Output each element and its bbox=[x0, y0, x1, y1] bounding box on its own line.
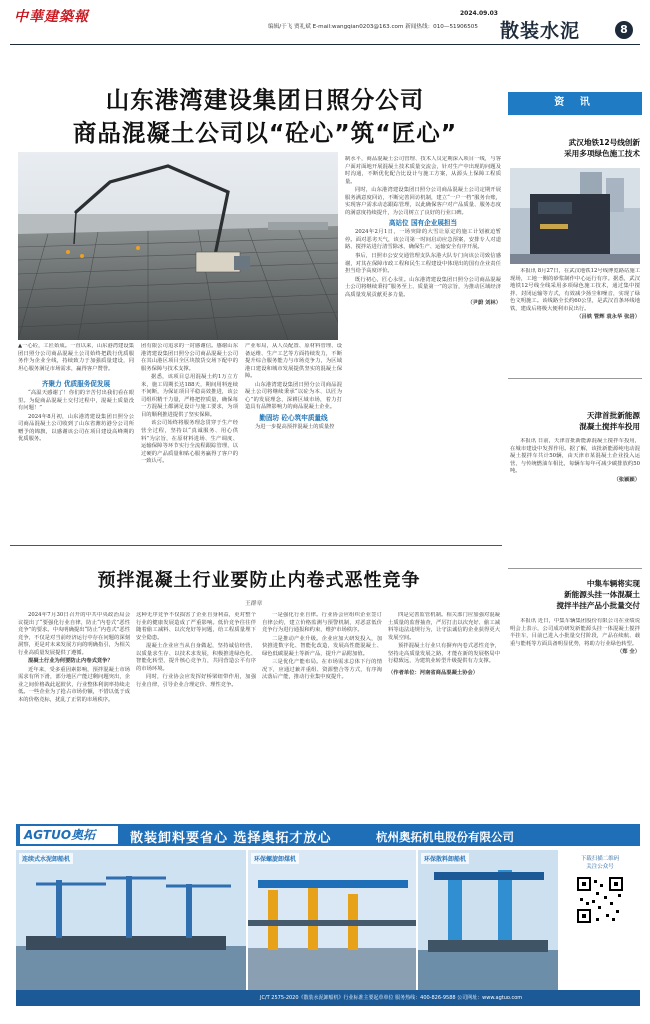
sidebar-headline-line: 武汉地铁12号线创新 bbox=[568, 138, 640, 147]
second-col2 bbox=[136, 612, 256, 816]
lead-col1-para: “高温天感谢了！你们的辛苦付出我们看在眼里。为促商品混凝土交付过程中，混凝土质量没有问题！” bbox=[18, 390, 134, 412]
sidebar-item-body bbox=[510, 438, 640, 558]
second-byline: 王群章 bbox=[245, 601, 263, 607]
page-number: 8 bbox=[615, 21, 633, 39]
sidebar-item-headline bbox=[556, 578, 640, 611]
lead-headline bbox=[30, 84, 500, 150]
editor-info: 编辑/于飞 贾礼斌 E-mail:wangqian0203@163.com 新闻热线：010—51906505 bbox=[268, 24, 478, 30]
lead-col4-para: 同时，山东港湾建设集团日照分公司商品混凝土公司定期开展服务满意度回访，不断完善回访机制，建立“一户一档”服务台账，实现客户需求动态跟踪管理，以此确保客户对产品质量、服务态度的满意度持续提升，为公司树立了良好的行业口碑。 bbox=[345, 187, 501, 216]
second-col3-para: 二是推动产业升级。企业应加大研发投入，加快推进数字化、智能化改造，发展高性能混凝土、绿色低碳混凝土等新产品，提升产品附加值。 bbox=[262, 635, 382, 657]
second-col2-para: 混凝土企业应当从自身做起，坚持诚信经营，以质量求生存、以技术求发展，积极推进绿色化、智能化转型，提升核心竞争力，共同营造公平有序的市场环境。 bbox=[136, 643, 256, 672]
sidebar-body-text: 本报讯 近日，中集车辆集团股份有限公司在业绩说明会上表示，公司成功研发新能源头挂一体混凝土搅拌半挂车，目前已进入小批量交付阶段，产品在续航、载重与能耗等方面具备明显优势，将助力行业绿色转型。 bbox=[510, 618, 640, 647]
second-col3-para: 三是优化产能布局。在市场需求总体下行的情况下，应通过兼并重组、资源整合等方式，有序淘汰落后产能，推动行业集中度提升。 bbox=[262, 659, 382, 681]
sidebar-item-body bbox=[510, 618, 640, 814]
sidebar-divider bbox=[508, 568, 642, 569]
second-col4 bbox=[388, 612, 500, 816]
lead-col3-para: 山东港湾建设集团日照分公司商品混凝土公司将继续秉承“以砼为本、以匠为心”的发展理念，深耕区域市场，着力打造具有品牌影响力的商品混凝土企业。 bbox=[245, 381, 342, 411]
lead-headline-line1: 山东港湾建设集团日照分公司 bbox=[105, 86, 425, 114]
second-col4-para: 四是完善监管机制。相关部门应加强对混凝土质量的监督抽查，严厉打击以次充好、偷工减料等违法违规行为，让守法诚信的企业获得更大发展空间。 bbox=[388, 612, 500, 641]
ad-panel-screw-unloader bbox=[248, 850, 416, 990]
qr-code-icon bbox=[576, 876, 624, 924]
lead-col2 bbox=[141, 343, 238, 535]
second-credit: （作者单位：河南省商品混凝土协会） bbox=[388, 669, 479, 676]
ad-qr-area bbox=[560, 850, 640, 990]
lead-photo-caption bbox=[18, 343, 134, 445]
sidebar-divider bbox=[508, 378, 642, 379]
lead-col1-para: 2024年8月初，山东港湾建设集团日照分公司商品混凝土公司收到了山东省潍坊港分公司所赠予的锦旗，以感谢该公司在项目建设高峰期的优质服务。 bbox=[18, 413, 134, 443]
sidebar-item-headline bbox=[564, 137, 640, 159]
sidebar-credit: （张颖颖） bbox=[613, 476, 640, 483]
second-col1 bbox=[18, 612, 130, 816]
sidebar-body-text: 本报讯 日前，天津首批新能源混凝土搅拌车投用，在城市建设中发挥作用。据了解，该批新能源纯电动混凝土搅拌车共计50辆，由天津市某混凝土企业投入运营，与传统燃油车相比，每辆车每年可减少碳排放约50吨。 bbox=[510, 438, 640, 475]
second-col2-para: 这种无序竞争不仅损害了企业自身利益，更对整个行业的健康发展造成了严重影响。低价竞争往往伴随着偷工减料、以次充好等问题，给工程质量埋下安全隐患。 bbox=[136, 612, 256, 641]
sidebar-photo-metro-site bbox=[510, 168, 640, 264]
ad-company-name: 杭州奥拓机电股份有限公司 bbox=[376, 830, 514, 844]
subhead-state-enterprise: 高站位 国有企业展担当 bbox=[388, 219, 458, 228]
sidebar-headline-line: 新能源头挂一体混凝土 bbox=[564, 590, 640, 599]
sidebar-headline-line: 中集车辆将实现 bbox=[586, 579, 640, 588]
ad-panel-label: 连续式水泥卸船机 bbox=[19, 853, 73, 864]
lead-col3-para: 为进一步提高预拌混凝土的质量控 bbox=[255, 423, 335, 430]
lead-col4-para: 2024年2月1日，一场突降的大雪让原定的施工计划被迫暂停。面对恶劣天气，该公司第一时间启动应急预案，安排专人对道路、搅拌站进行清雪除冰，确保生产、运输安全有序开展。 bbox=[345, 229, 501, 251]
section-divider bbox=[10, 545, 502, 546]
issue-date: 2024.09.03 bbox=[460, 10, 498, 17]
sidebar-headline-line: 采用多项绿色施工技术 bbox=[564, 149, 640, 158]
lead-credit: （尹蔚 刘林） bbox=[467, 300, 501, 307]
sidebar-rule bbox=[508, 114, 642, 115]
lead-col2-para: 据悉，该项目总用混凝土约1万立方米，施工周期长达188天，期间用料连续不间断，为保证项目平稳高效推进，该公司组织精干力量，严格把控质量，确保每一方混凝土都满足设计与施工要求，为项目的顺利推进提供了坚实保障。 bbox=[141, 374, 238, 418]
sidebar-credit: （吕铁 管辉 袁永华 张岩） bbox=[576, 314, 640, 321]
sidebar-headline-line: 混凝土搅拌车投用 bbox=[579, 422, 640, 431]
lead-photo-concrete-pumping bbox=[18, 152, 338, 340]
second-col1-para: 近年来，受多重因素影响，预拌混凝土市场需求有所下滑，部分地区产能过剩问题突出，企业之间价格战此起彼伏，行业整体利润率持续走低。一些企业为了抢占市场份额，不惜以低于成本的价格竞标，扰乱了正常的市场秩序。 bbox=[18, 666, 130, 704]
section-title: 散装水泥 bbox=[500, 20, 581, 42]
second-col3-para: 一是强化行业自律。行业协会应组织企业签订自律公约，建立价格监测与预警机制，对恶意低价竞争行为进行通报和约束，维护市场秩序。 bbox=[262, 612, 382, 634]
masthead-logo: 中華建築報 bbox=[14, 9, 89, 25]
sidebar-headline-line: 搅拌半挂产品小批量交付 bbox=[556, 601, 640, 610]
second-col3 bbox=[262, 612, 382, 816]
sidebar-body-text: 本报讯 8月27日，在武汉地铁12号线博览路站施工现场，工地一侧的砂浆制作中心运行有序。据悉，武汉地铁12号线全线采用多项绿色施工技术，通过集中搅拌、封闭运输等方式，有效减少扬尘和噪音，实现了绿色文明施工。该线路全长约60公里，是武汉首条环线地铁，建成后将极大便利市民出行。 bbox=[510, 268, 640, 312]
lead-headline-line2: 商品混凝土公司以“砼心”筑“匠心” bbox=[72, 119, 458, 147]
lead-col2-para: 该公司始终将服务理念贯穿于生产经营全过程，坚持以“真诚服务、用心供料”为宗旨，在原材料进场、生产调度、运输保障等环节实行全流程跟踪管理，以过硬的产品质量和贴心服务赢得了客户的一致认可。 bbox=[141, 420, 238, 465]
caption-text: ▲一心砼，工匠始成。一直以来，山东港湾建设集团日照分公司商品混凝土公司始终把践行优质服务作为企业全线，持续致力于加强质量建设，同坦心服务满足市场需求，赢得客户赞誉。 bbox=[18, 343, 134, 372]
second-col2-para: 同时，行业协会应发挥好桥梁纽带作用，加强行业自律，引导企业合理定价、理性竞争。 bbox=[136, 674, 256, 688]
lead-col4-para: 制水平，商品混凝土公司管理、技术人员定期深入项目一线，与客户面对面地开展混凝土技术质量交流会，针对生产中出现的问题及时沟通，不断优化配合比设计与施工方案，从源头上保障工程质量。 bbox=[345, 156, 501, 185]
subhead-quality-service: 齐聚力 优质服务促发展 bbox=[41, 380, 111, 389]
ad-footer: JC/T 2575-2020《散装水泥卸船机》行业标准主要起草单位 服务热线：400-826-9588 公司网址：www.agtuo.com bbox=[16, 990, 640, 1006]
ad-panel-label: 环保散料卸船机 bbox=[421, 853, 469, 864]
second-col1-para: 2024年7月30日召开的中共中央政治局会议提出了“要强化行业自律，防止“内卷式”恶性竞争”的要求。中央明确提出“防止“内卷式”恶性竞争，不仅是对当前经济运行中存在问题的深刻洞察，更是对未来发展方向的明确指引，为相关行业高质量发展提供了遵循。 bbox=[18, 612, 130, 656]
header-rule bbox=[10, 44, 640, 45]
second-headline: 预拌混凝土行业要防止内卷式恶性竞争 bbox=[97, 570, 421, 591]
sidebar-credit: （郑 全） bbox=[616, 649, 640, 656]
lead-col3-para: 产业布局，从人员配置、原材料管理、设备运维、生产工艺等方面持续发力，不断提升综合服务能力与市场竞争力，为区域港口建设和城市发展提供坚实的混凝土保障。 bbox=[245, 343, 342, 380]
sidebar-item-headline bbox=[579, 410, 640, 432]
subhead-quality-line: 勤固坊 砼心筑牢质量线 bbox=[259, 413, 328, 422]
qr-caption: 关注公众号 bbox=[586, 864, 614, 870]
second-col1-question: 混凝土行业为何要防止内卷式竞争？ bbox=[28, 658, 113, 665]
ad-panel-label: 环保螺旋卸煤机 bbox=[251, 853, 299, 864]
lead-col2-para: 团有限公司追求的一封感谢信。感谢山东港湾建设集团日照分公司商品混凝土公司在其山港区项目全区块散货交场下配中的服务保障与技术支撑。 bbox=[141, 343, 238, 372]
sidebar-item-body bbox=[510, 268, 640, 332]
ad-logo: AGTUO奥拓 bbox=[20, 826, 118, 844]
lead-col4-para: 事后，日照市公安交通管理支队东港大队专门向该公司致信感谢，对其在保障市政工程和民生工程建设中体现出的国有企业责任担当给予高度评价。 bbox=[345, 253, 501, 275]
ad-panel-bulk-unloader bbox=[418, 850, 558, 990]
second-col4-para: 预拌混凝土行业只有摒弃内卷式恶性竞争，坚持走高质量发展之路，才能在新的发展格局中行稳致远，为建筑业转型升级提供有力支撑。 bbox=[388, 643, 500, 665]
ad-slogan: 散装卸料要省心 选择奥拓才放心 bbox=[130, 831, 332, 846]
ad-panel-ship-unloader bbox=[16, 850, 246, 990]
lead-col4 bbox=[345, 156, 501, 536]
sidebar-headline-line: 天津首批新能源 bbox=[586, 411, 640, 420]
lead-col3 bbox=[245, 343, 342, 535]
lead-col4-para: 既行初心，匠心永驻。山东港湾建设集团日照分公司商品混凝土公司将继续秉持“服务至上、质量第一”的宗旨，为推动区域经济高质量发展贡献更多力量。 bbox=[345, 276, 501, 298]
sidebar-title: 资 讯 bbox=[508, 92, 642, 114]
qr-caption: 下载扫描二维码 bbox=[580, 856, 620, 862]
